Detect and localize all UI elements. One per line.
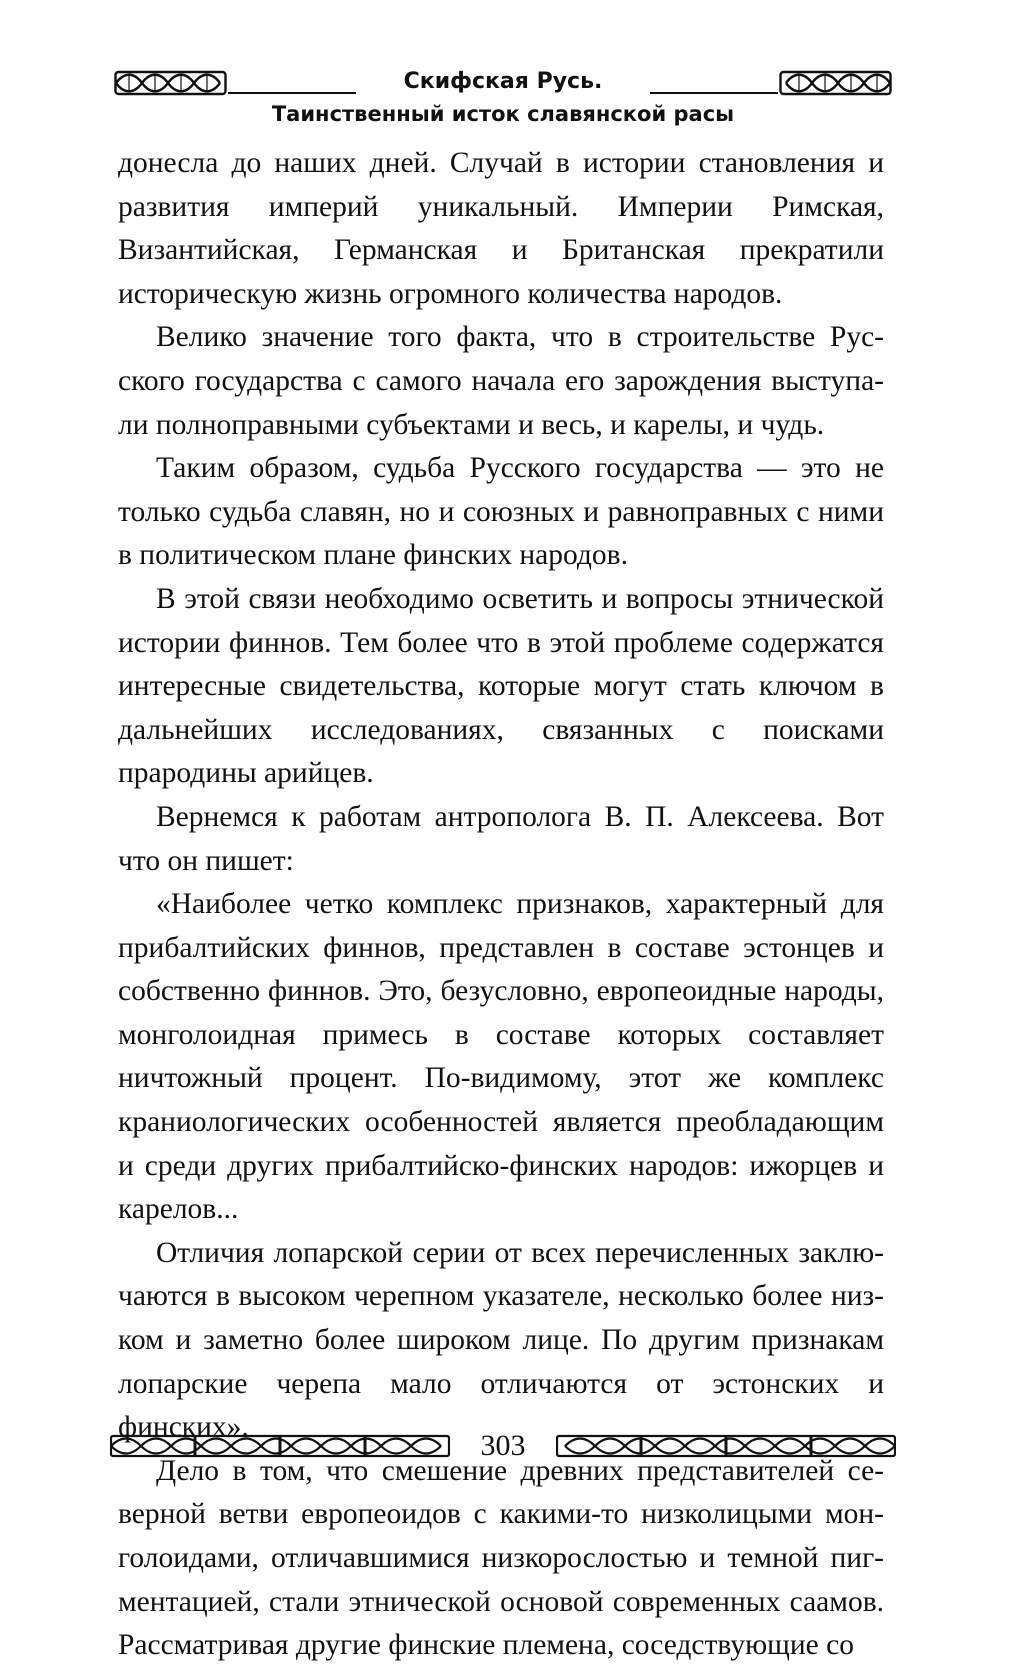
celtic-knot-border-icon [110,1434,450,1458]
running-header [114,66,892,130]
paragraph: Таким образом, судьба Русского государства — это не только судьба славян, но и союзных и равноправных с ними в политическом плане финских народов. [118,452,884,572]
paragraph: В этой связи необходимо осветить и вопросы этнической истории финнов. Тем более что в этой проблеме содержатся интересные свидетельства, которые могут стать ключом в дальнейших исследованиях, связанных с поисками прародины арийцев. [118,582,884,790]
quotation-paragraph: «Наиболее четко комплекс признаков, характерный для прибалтийских финнов, представлен в составе эстонцев и собственно финнов. Это, безусловно, европеоидные народы, монголоидная примесь в составе которых составляет ничтожный процент. По-видимому, этот же комплекс краниологических особенностей является преобладающим и среди других прибалтийско-финских народов: ижорцев и карелов... [118,888,884,1226]
header-rule-left [228,92,356,94]
quotation-paragraph: Отличия лопарской серии от всех перечисленных заключаются в высоком черепном указателе, несколько более низком и заметно более широком лице. По другим признакам лопарские черепа мало отличаются от эстонских и финских». [118,1236,884,1444]
running-footer [110,1426,896,1466]
page-number: 303 [480,1429,526,1462]
celtic-knot-ornament-icon [114,70,228,96]
header-rule-right [650,92,778,94]
header-row [114,66,892,100]
paragraph: Вернемся к работам антрополога В. П. Алексеева. Вот что он пишет: [118,800,884,877]
paragraph: Велико значение того факта, что в строительстве Русского государства с самого начала его зарождения выступали полноправными субъектами и весь, и карелы, и чудь. [118,321,884,441]
running-subtitle: Таинственный исток славянской расы [271,102,735,126]
paragraph: Дело в том, что смешение древних представителей северной ветви европеоидов с какими-то низколицыми монголоидами, отличавшимися низкорослостью и темной пигментацией, стали этнической основой современных саамов. Рассматривая другие финские племена, соседствующие со [118,1454,884,1662]
celtic-knot-ornament-icon [778,70,892,96]
running-title: Скифская Русь. [403,69,603,94]
paragraph-continuation: донесла до наших дней. Случай в истории становления и развития империй уникальный. Империи Римская, Византийская, Германская и Британская прекратили историческую жизнь огромного количества народов. [118,147,884,310]
celtic-knot-border-icon [556,1434,896,1458]
